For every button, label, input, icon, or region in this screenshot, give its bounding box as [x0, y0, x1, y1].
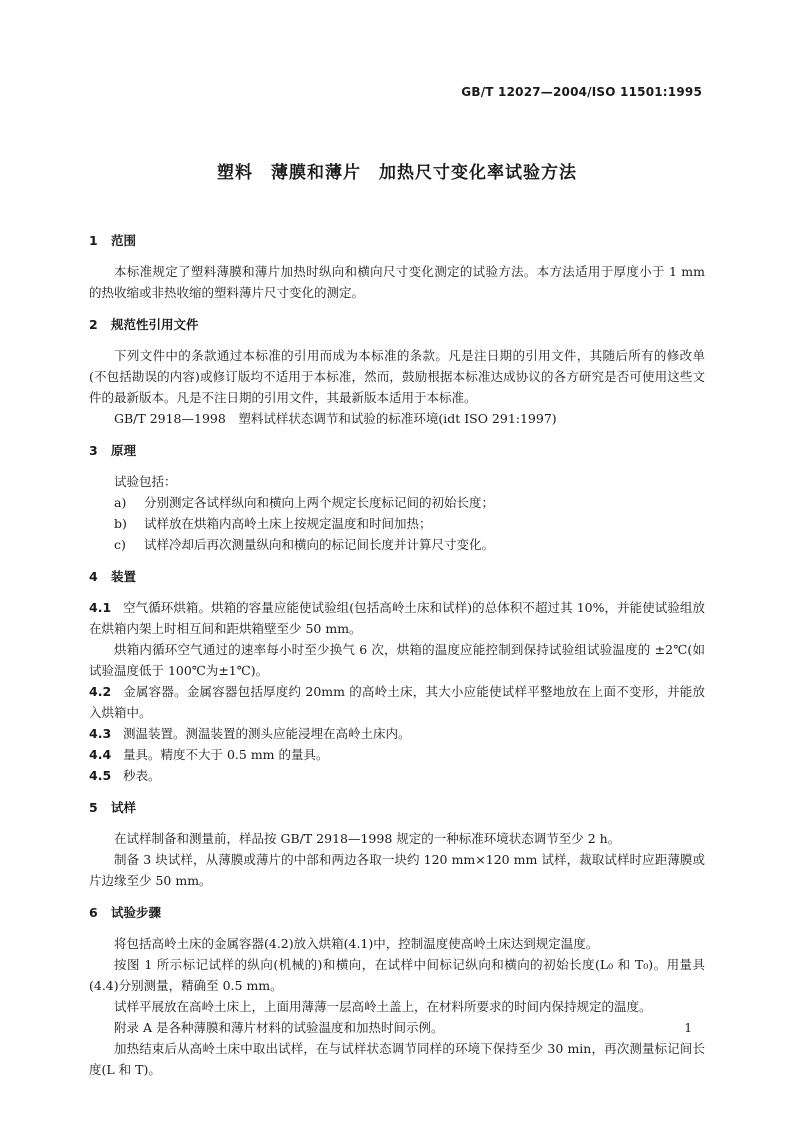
list-item: c) 试样冷却后再次测量纵向和横向的标记间长度并计算尺寸变化。	[114, 537, 495, 552]
paragraph: 在试样制备和测量前，样品按 GB/T 2918—1998 规定的一种标准环境状态调节至少 2 h。	[114, 831, 621, 846]
section-heading: 6 试验步骤	[89, 905, 162, 920]
subclause: 4.3 测温装置。测温装置的测头应能浸埋在高岭土床内。	[89, 726, 411, 741]
paragraph: 加热结束后从高岭土床中取出试样，在与试样状态调节同样的环境下保持至少 30 min，再次测量标记间长度(L 和 T)。	[89, 1041, 705, 1077]
subclause: 4.5 秒表。	[89, 768, 161, 783]
subclause: 4.1 空气循环烘箱。烘箱的容量应能使试验组(包括高岭土床和试样)的总体积不超过其 10%，并能使试验组放在烘箱内架上时相互间和距烘箱壁至少 50 mm。	[89, 600, 705, 636]
paragraph: 下列文件中的条款通过本标准的引用而成为本标准的条款。凡是注日期的引用文件，其随后所有的修改单(不包括勘误的内容)或修订版均不适用于本标准，然而，鼓励根据本标准达成协议的各方研究是否可使用这些文件的最新版本。凡是不注日期的引用文件，其最新版本适用于本标准。	[89, 348, 705, 405]
paragraph: 按图 1 所示标记试样的纵向(机械的)和横向，在试样中间标记纵向和横向的初始长度(L₀ 和 T₀)。用量具(4.4)分别测量，精确至 0.5 mm。	[89, 957, 705, 993]
paragraph: 试样平展放在高岭土床上，上面用薄薄一层高岭土盖上，在材料所要求的时间内保持规定的温度。	[114, 999, 652, 1014]
section-normative-references	[89, 315, 705, 429]
subclause: 4.2 金属容器。金属容器包括厚度约 20mm 的高岭土床，其大小应能使试样平整地放在上面不变形，并能放入烘箱中。	[89, 684, 705, 720]
paragraph: 附录 A 是各种薄膜和薄片材料的试验温度和加热时间示例。	[114, 1020, 444, 1035]
subclause: 4.4 量具。精度不大于 0.5 mm 的量具。	[89, 747, 329, 762]
section-heading: 4 装置	[89, 569, 137, 584]
paragraph: 本标准规定了塑料薄膜和薄片加热时纵向和横向尺寸变化测定的试验方法。本方法适用于厚度小于 1 mm 的热收缩或非热收缩的塑料薄片尺寸变化的测定。	[89, 264, 705, 300]
document-body	[89, 231, 705, 1080]
reference-entry: GB/T 2918—1998 塑料试样状态调节和试验的标准环境(idt ISO 291:1997)	[114, 411, 557, 426]
page-number: 1	[684, 1021, 692, 1035]
section-heading: 1 范围	[89, 233, 137, 248]
section-heading: 3 原理	[89, 443, 137, 458]
section-heading: 5 试样	[89, 800, 137, 815]
section-principle	[89, 441, 705, 555]
section-specimens	[89, 798, 705, 891]
paragraph: 制备 3 块试样，从薄膜或薄片的中部和两边各取一块约 120 mm×120 mm 试样，裁取试样时应距薄膜或片边缘至少 50 mm。	[89, 852, 705, 888]
section-procedure	[89, 903, 705, 1080]
paragraph: 烘箱内循环空气通过的速率每小时至少换气 6 次，烘箱的温度应能控制到保持试验组试验温度的 ±2℃(如试验温度低于 100℃为±1℃)。	[89, 642, 705, 678]
paragraph: 将包括高岭土床的金属容器(4.2)放入烘箱(4.1)中，控制温度使高岭土床达到规定温度。	[114, 936, 599, 951]
paragraph: 试验包括：	[114, 474, 177, 489]
list-item: b) 试样放在烘箱内高岭土床上按规定温度和时间加热；	[114, 516, 432, 531]
section-scope	[89, 231, 705, 303]
section-apparatus	[89, 567, 705, 786]
document-title: 塑料 薄膜和薄片 加热尺寸变化率试验方法	[217, 163, 577, 183]
section-heading: 2 规范性引用文件	[89, 317, 199, 332]
standard-code: GB/T 12027—2004/ISO 11501:1995	[461, 85, 702, 99]
list-item: a) 分别测定各试样纵向和横向上两个规定长度标记间的初始长度；	[114, 495, 495, 510]
